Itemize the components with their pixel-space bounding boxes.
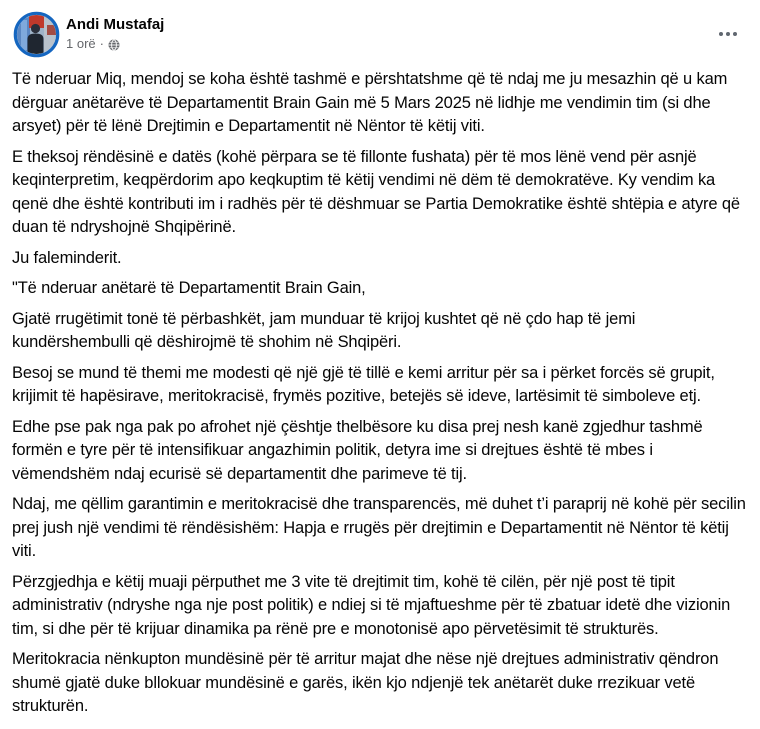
post-paragraph: E theksoj rëndësinë e datës (kohë përpara se të fillonte fushata) për të mos lënë vend për asnjë keqinterpretim, keqpërdorim apo keqkuptim të këtij vendimi në dëm të demokratëve. Ky vendim ka qenë dhe është kontributi im i radhës për të dëshmuar se Partia Demokratike është shtëpia e atyre që duan të ndryshojnë Shqipërinë. — [12, 147, 740, 236]
post-paragraph: Përzgjedhja e këtij muaji përputhet me 3 vite të drejtimit tim, kohë të cilën, për një post të tipit administrativ (ndryshe nga nje post politik) e ndiej si të mjaftueshme për të zbatuar idetë dhe vizionin tim, si dhe për të krijuar dinamika pa rënë pre e monotonisë apo përvetësimit të strukturës. — [12, 572, 731, 638]
ellipsis-dot — [733, 32, 737, 36]
timestamp[interactable]: 1 orë — [66, 36, 96, 51]
post-paragraph: Edhe pse pak nga pak po afrohet një çështje thelbësore ku disa prej nesh kanë zgjedhur tashmë formën e tyre për të intensifikuar angazhimin politik, detyra ime si drejtues është të mbes i vëmendshëm ndaj ecurisë së departamentit dhe parimeve të tij. — [12, 417, 703, 483]
post-paragraph: Ndaj, me qëllim garantimin e meritokracisë dhe transparencës, më duhet t’i paraprij në kohë për secilin prej jush një vendimi të rëndësishëm: Hapja e rrugës për drejtimin e Departamentit në Nëntor të këtij viti. — [12, 495, 746, 560]
avatar[interactable] — [13, 11, 60, 58]
post-paragraph: Ju faleminderit. — [12, 248, 122, 267]
post-paragraph: "Të nderuar anëtarë të Departamentit Brain Gain, — [12, 279, 366, 297]
profile-photo-icon — [13, 11, 60, 58]
dot-separator: · — [99, 36, 104, 51]
post-body — [0, 64, 760, 729]
post-paragraph: Besoj se mund të themi me modesti që një gjë të tillë e kemi arritur për sa i përket forcës së grupit, krijimit të hapësirave, meritokracisë, frymës pozitive, betejës së ideve, lartësimit të simboleve etj. — [12, 363, 715, 405]
post-header — [0, 0, 760, 64]
ellipsis-dot — [726, 32, 730, 36]
post-meta — [66, 16, 164, 51]
post-subline — [66, 37, 164, 51]
more-options-button[interactable] — [710, 22, 746, 46]
author-name[interactable]: Andi Mustafaj — [66, 16, 165, 33]
post-paragraph: Meritokracia nënkupton mundësinë për të arritur majat dhe nëse një drejtues administrativ qëndron shumë gjatë duke bllokuar mundësinë e garës, ikën kjo ndjenjë tek anëtarët duke rrezikuar vetë strukturën. — [12, 650, 719, 715]
globe-icon — [108, 39, 120, 51]
ellipsis-dot — [719, 32, 723, 36]
post-paragraph: Të nderuar Miq, mendoj se koha është tashmë e përshtatshme që të ndaj me ju mesazhin që u kam dërguar anëtarëve të Departamentit Brain Gain më 5 Mars 2025 në lidhje me vendimin tim (si dhe arsyet) për të lënë Drejtimin e Departamentit në Nëntor të këtij viti. — [12, 70, 728, 135]
post-paragraph: Gjatë rrugëtimit tonë të përbashkët, jam munduar të krijoj kushtet që në çdo hap të jemi kundërshembulli që dëshirojmë të shohim në Shqipëri. — [12, 309, 636, 351]
